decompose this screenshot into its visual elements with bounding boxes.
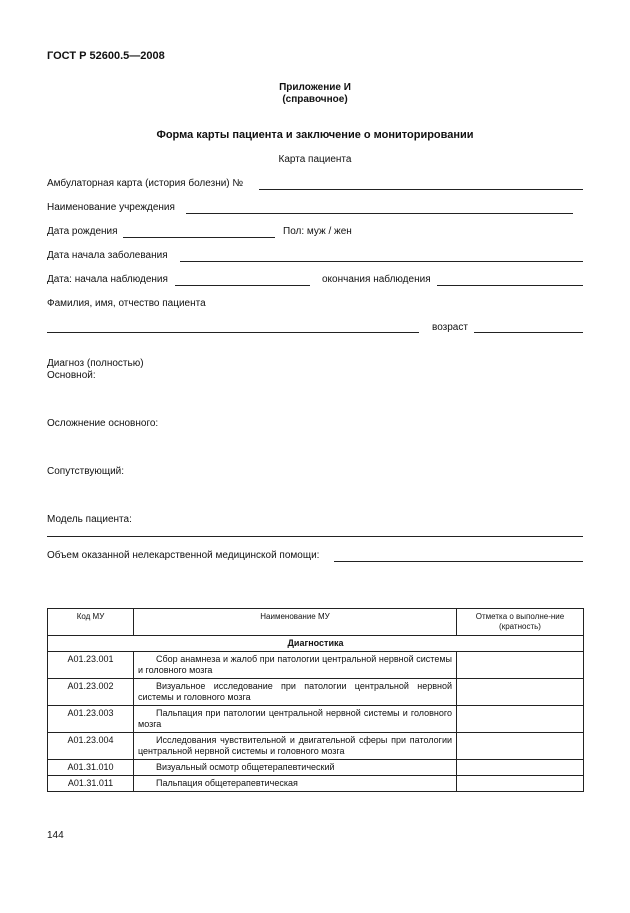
table-row xyxy=(48,733,584,760)
appendix-title: Приложение И xyxy=(279,82,351,93)
patient-model-label: Модель пациента: xyxy=(47,514,132,525)
table-row xyxy=(48,776,584,792)
concomitant-label: Сопутствующий: xyxy=(47,466,125,477)
institution-field[interactable] xyxy=(186,213,573,214)
age-field[interactable] xyxy=(474,332,583,333)
main-diagnosis-label: Основной: xyxy=(47,370,96,381)
form-title: Форма карты пациента и заключение о мониторировании xyxy=(156,129,474,141)
institution-label: Наименование учреждения xyxy=(47,202,175,213)
appendix-heading xyxy=(0,82,630,106)
full-name-field[interactable] xyxy=(47,332,419,333)
service-mark-cell[interactable] xyxy=(457,776,584,792)
diagnosis-label: Диагноз (полностью) xyxy=(47,358,144,369)
table-row xyxy=(48,679,584,706)
service-code: A01.23.003 xyxy=(48,706,134,733)
birth-date-field[interactable] xyxy=(123,237,275,238)
birth-date-label: Дата рождения xyxy=(47,226,118,237)
section-row xyxy=(48,636,584,652)
form-subtitle: Карта пациента xyxy=(278,154,352,165)
observation-end-field[interactable] xyxy=(437,285,583,286)
service-mark-cell[interactable] xyxy=(457,760,584,776)
care-volume-label: Объем оказанной нелекарственной медицинской помощи: xyxy=(47,550,320,561)
complication-label: Осложнение основного: xyxy=(47,418,159,429)
observation-start-field[interactable] xyxy=(175,285,310,286)
service-mark-cell[interactable] xyxy=(457,679,584,706)
care-volume-field[interactable] xyxy=(334,561,583,562)
service-mark-cell[interactable] xyxy=(457,652,584,679)
section-diagnostics: Диагностика xyxy=(48,636,584,652)
service-mark-cell[interactable] xyxy=(457,706,584,733)
onset-date-field[interactable] xyxy=(180,261,583,262)
table-row xyxy=(48,652,584,679)
table-header-row xyxy=(48,609,584,636)
service-code: A01.31.010 xyxy=(48,760,134,776)
card-number-field[interactable] xyxy=(259,189,583,190)
service-mark-cell[interactable] xyxy=(457,733,584,760)
column-mark: Отметка о выполне-ние (кратность) xyxy=(457,609,584,636)
age-label: возраст xyxy=(432,322,468,333)
onset-date-label: Дата начала заболевания xyxy=(47,250,168,261)
observation-start-label: Дата: начала наблюдения xyxy=(47,274,168,285)
service-name: Пальпация при патологии центральной нервной системы и головного мозга xyxy=(134,706,457,733)
appendix-note: (справочное) xyxy=(282,94,348,105)
table-row xyxy=(48,760,584,776)
table-row xyxy=(48,706,584,733)
service-name: Сбор анамнеза и жалоб при патологии центральной нервной системы и головного мозга xyxy=(134,652,457,679)
service-code: A01.23.004 xyxy=(48,733,134,760)
service-code: A01.31.011 xyxy=(48,776,134,792)
service-name: Визуальный осмотр общетерапевтический xyxy=(134,760,457,776)
full-name-label: Фамилия, имя, отчество пациента xyxy=(47,298,206,309)
page-number: 144 xyxy=(47,830,64,841)
column-code: Код МУ xyxy=(48,609,134,636)
column-name: Наименование МУ xyxy=(134,609,457,636)
sex-label: Пол: муж / жен xyxy=(283,226,352,237)
service-code: A01.23.001 xyxy=(48,652,134,679)
services-table xyxy=(47,608,584,792)
service-name: Визуальное исследование при патологии центральной нервной системы и головного мозга xyxy=(134,679,457,706)
observation-end-label: окончания наблюдения xyxy=(322,274,431,285)
standard-header: ГОСТ Р 52600.5—2008 xyxy=(47,50,165,62)
service-name: Исследования чувствительной и двигательной сферы при патологии центральной нервной системы и головного мозга xyxy=(134,733,457,760)
patient-model-field[interactable] xyxy=(47,536,583,537)
service-name: Пальпация общетерапевтическая xyxy=(134,776,457,792)
service-code: A01.23.002 xyxy=(48,679,134,706)
card-number-label: Амбулаторная карта (история болезни) № xyxy=(47,178,244,189)
